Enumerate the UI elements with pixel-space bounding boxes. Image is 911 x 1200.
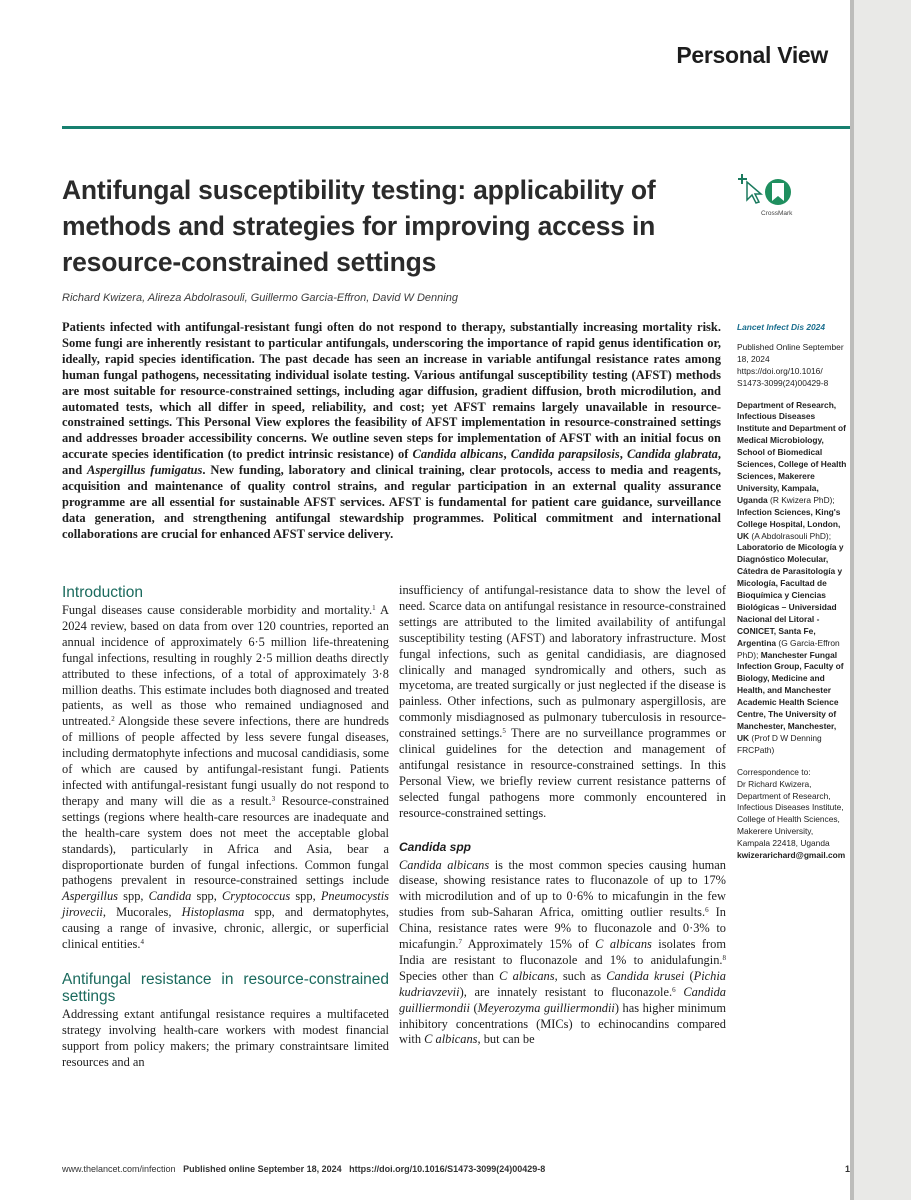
species-name: Candida albicans <box>399 857 490 872</box>
body-text: spp, <box>191 889 223 904</box>
journal-url[interactable]: www.thelancet.com/infection <box>62 1164 176 1174</box>
resistance-paragraph: Addressing extant antifungal resistance requires a multifaceted strategy involving health-care workers with modest financial support from policy makers; the primary constraintsare limited resources and an <box>62 1006 389 1069</box>
candida-subheading: Candida spp <box>399 839 472 854</box>
abstract-text: Patients infected with antifungal-resistant fungi often do not respond to therapy, substantially increasing mortality risk. Some fungi are inherently resistant to particular antifungals, underscoring the importance of rapid genus identification or, ideally, rapid species identification. The past decade has seen an increase in variable antifungal resistance rates among human fungal pathogens, necessitating individual isolate testing. Various antifungal susceptibility testing (AFST) methods are most suitable for resource-constrained settings, including agar diffusion, gradient diffusion, broth microdilution, and automated tests, which all differ in speed, reliability, and cost; yet AFST remains largely unavailable in resource-constrained settings. This Personal View explores the feasibility of AFST implementation in resource-constrained settings and addresses broader accessibility concerns. We outline seven steps for implementation of AFST with an initial focus on accurate species identification (to predict intrinsic resistance) of <box>62 320 721 462</box>
correspondence <box>737 767 847 862</box>
body-text: There are no surveillance programmes or clinical guidelines for the detection and management of antifungal resistance in resource-constrained settings. In this Personal View, we briefly review current resistance patterns of selected fungal pathogens more commonly encountered in resource-constrained settings. <box>399 726 727 820</box>
crossmark-label: CrossMark <box>761 210 793 217</box>
body-text: , such as <box>554 968 607 983</box>
body-text: ), are innately resistant to fluconazole. <box>459 984 673 999</box>
body-text: ( <box>684 968 694 983</box>
affiliation-author: (R Kwizera PhD); <box>767 494 835 505</box>
affiliation: Infection Sciences, King's College Hospital, London, UK <box>737 506 841 541</box>
affiliation: Department of Research, Infectious Diseases Institute and Department of Medical Microbiology, School of Biomedical Sciences, College of Health Sciences, Makerere University, Kampala, Uganda <box>737 399 847 505</box>
species-name: Candida parapsilosis <box>510 447 620 462</box>
reference-marker[interactable]: 8 <box>722 953 726 962</box>
body-text: spp, and dermatophytes, causing a range of invasive, chronic, allergic, or superficial clinical entities. <box>62 905 389 952</box>
journal-citation: Lancet Infect Dis 2024 <box>737 322 825 332</box>
body-text: , Mucorales, <box>102 905 182 920</box>
page-number: 1 <box>844 1164 850 1174</box>
cursor-arrow-icon <box>747 182 761 203</box>
reference-marker[interactable]: 1 <box>372 604 376 612</box>
reference-marker[interactable]: 7 <box>458 938 463 947</box>
body-text: A 2024 review, based on data from over 120 countries, reported an annual incidence of approximately 6·5 million life-threatening fungal infections, resulting in roughly 2·5 million deaths directly attributed to these infections, of a total of approximately 3·8 million deaths. This estimate includes both diagnosed and treated patients, as well as those who remained undiagnosed and untreated. <box>62 603 389 729</box>
correspondence-email[interactable]: kwizerarichard@gmail.com <box>737 850 846 861</box>
introduction-heading: Introduction <box>62 584 143 601</box>
article-title: Antifungal susceptibility testing: applicability of methods and strategies for improving access in resource-constrained settings <box>62 175 656 277</box>
genus-name: Histoplasma <box>181 905 245 920</box>
affiliation: Laboratorio de Micología y Diagnóstico Molecular, Cátedra de Parasitología y Micología, Facultad de Bioquímica y Ciencias Biológicas – Universidad Nacional del Litoral - CONICET, Santa Fe, Argentina <box>737 542 844 648</box>
page-footer <box>62 1164 850 1174</box>
candida-paragraph <box>399 858 726 1049</box>
genus-name: Pneumocystis jirovecii <box>62 889 389 920</box>
body-text: ) has higher minimum inhibitory concentrations (MICs) to echinocandins compared with <box>399 1000 726 1047</box>
abstract <box>62 320 721 543</box>
species-name: C albicans <box>499 968 555 983</box>
reference-marker[interactable]: 6 <box>672 985 676 994</box>
section-label: Personal View <box>676 42 828 68</box>
header-rule <box>62 126 850 129</box>
affiliation-author: (A Abdolrasouli PhD); <box>749 530 832 541</box>
species-name: C albicans <box>424 1032 478 1047</box>
publication-info[interactable]: Published Online September 18, 2024 https://doi.org/10.1016/ S1473-3099(24)00429-8 <box>737 341 844 388</box>
viewer-margin <box>850 0 911 1200</box>
article-sidebar <box>737 322 847 872</box>
species-name: Pichia kudriavzevii <box>399 968 726 999</box>
body-column-left <box>62 584 389 1071</box>
body-text: Approximately 15% of <box>462 937 596 952</box>
species-name: Candida krusei <box>606 968 685 983</box>
reference-marker[interactable]: 5 <box>502 727 506 736</box>
correspondence-address: Dr Richard Kwizera, Department of Research, Infectious Diseases Institute, College of Health Sciences, Makerere University, Kampala 22418, Uganda <box>737 778 844 849</box>
page-edge-shadow <box>850 0 854 1200</box>
body-text: Resource-constrained settings (regions where health-care resources are inadequate and the health-care system does not meet the acceptable global standards), particularly in Africa and Asia, bear a disproportionate burden of fungal infections. Common fungal pathogens prevalent in resource-constrained settings include <box>62 793 389 888</box>
genus-name: Cryptococcus <box>222 889 291 904</box>
species-name: Candida glabrata <box>626 447 718 462</box>
body-text: insufficiency of antifungal-resistance data to show the level of need. Scarce data on antifungal resistance in resource-constrained settings are attributed to the limited availability of antifungal susceptibility testing (AFST) and laboratory infrastructure. Most fungal infections, such as genital candidiasis, are diagnosed clinically and managed syndromically and others, such as mycetoma, are treated surgically or just neglected if the disease is painless. Other infections, such as pulmonary aspergillosis, are commonly misdiagnosed as pulmonary tuberculosis in resource-constrained settings. <box>399 583 726 741</box>
affiliation: Manchester Fungal Infection Group, Faculty of Biology, Medicine and Health, and Manchester Academic Health Science Centre, The University of Manchester, Manchester, UK <box>737 649 844 743</box>
affiliations <box>737 400 847 757</box>
species-name: Aspergillus fumigatus <box>87 463 203 478</box>
abstract-text: , <box>619 447 627 462</box>
footer-doi[interactable]: https://doi.org/10.1016/S1473-3099(24)00429-8 <box>349 1164 546 1174</box>
body-text: Species other than <box>399 968 500 983</box>
introduction-paragraph <box>62 603 389 953</box>
author-list: Richard Kwizera, Alireza Abdolrasouli, Guillermo Garcia-Effron, David W Denning <box>62 292 458 304</box>
plus-icon <box>738 174 747 184</box>
reference-marker[interactable]: 4 <box>140 938 144 947</box>
footer-published: Published online September 18, 2024 <box>183 1164 342 1174</box>
reference-marker[interactable]: 2 <box>111 715 115 724</box>
reference-marker[interactable]: 6 <box>705 906 709 915</box>
abstract-text: . New funding, laboratory and clinical training, clear protocols, access to media and reagents, acquisition and maintenance of quality control strains, and regular participation in an external quality assurance programme are all essential for sustainable AFST services. AFST is fundamental for patient care guidance, surveillance data generation, and strengthening antifungal stewardship programmes. Political commitment and international collaborations are crucial for enhanced AFST service delivery. <box>62 463 722 541</box>
resistance-heading: Antifungal resistance in resource-constrained settings <box>62 970 389 1005</box>
species-name: Candida guilliermondii <box>399 984 726 1015</box>
body-column-right <box>399 583 726 1048</box>
species-name: C albicans <box>595 937 652 952</box>
genus-name: Candida <box>148 889 192 904</box>
body-text: is the most common species causing human disease, showing resistance rates to fluconazole of up to 17% with microdilution and of up to 0·6% to micafungin in the few studies from sub-Saharan Africa, omitting outlier results. <box>399 857 726 920</box>
body-text: spp, <box>118 889 149 904</box>
body-text: ( <box>469 1000 478 1015</box>
abstract-text: , <box>503 447 511 462</box>
correspondence-label: Correspondence to: <box>737 766 811 777</box>
body-text: , but can be <box>477 1032 535 1047</box>
body-text: In China, resistance rates were 9% to fluconazole and 0·3% to micafungin. <box>399 905 726 952</box>
reference-marker[interactable]: 3 <box>271 794 276 803</box>
body-text: Alongside these severe infections, there are hundreds of millions of people affected by less severe fungal diseases, including dermatophyte infections and mucosal candidiasis, some of which are caused by antifungal-resistant fungi. Patients infected with antifungal-resistant fungi usually do not respond to therapy and many will die as a result. <box>62 714 389 808</box>
abstract-text: , and <box>62 447 722 478</box>
affiliation-author: (G Garcia-Effron PhD); <box>737 637 840 660</box>
species-name: Candida albicans <box>412 447 504 462</box>
affiliation-author: (Prof D W Denning FRCPath) <box>737 732 822 755</box>
body-text: spp, <box>290 889 321 904</box>
species-name: Meyerozyma guilliermondii <box>477 1000 615 1015</box>
continued-paragraph <box>399 583 726 822</box>
genus-name: Aspergillus <box>62 889 118 904</box>
body-text: Fungal diseases cause considerable morbidity and mortality. <box>62 603 373 617</box>
body-text: isolates from India are resistant to fluconazole and 1% to anidulafungin. <box>399 937 726 967</box>
